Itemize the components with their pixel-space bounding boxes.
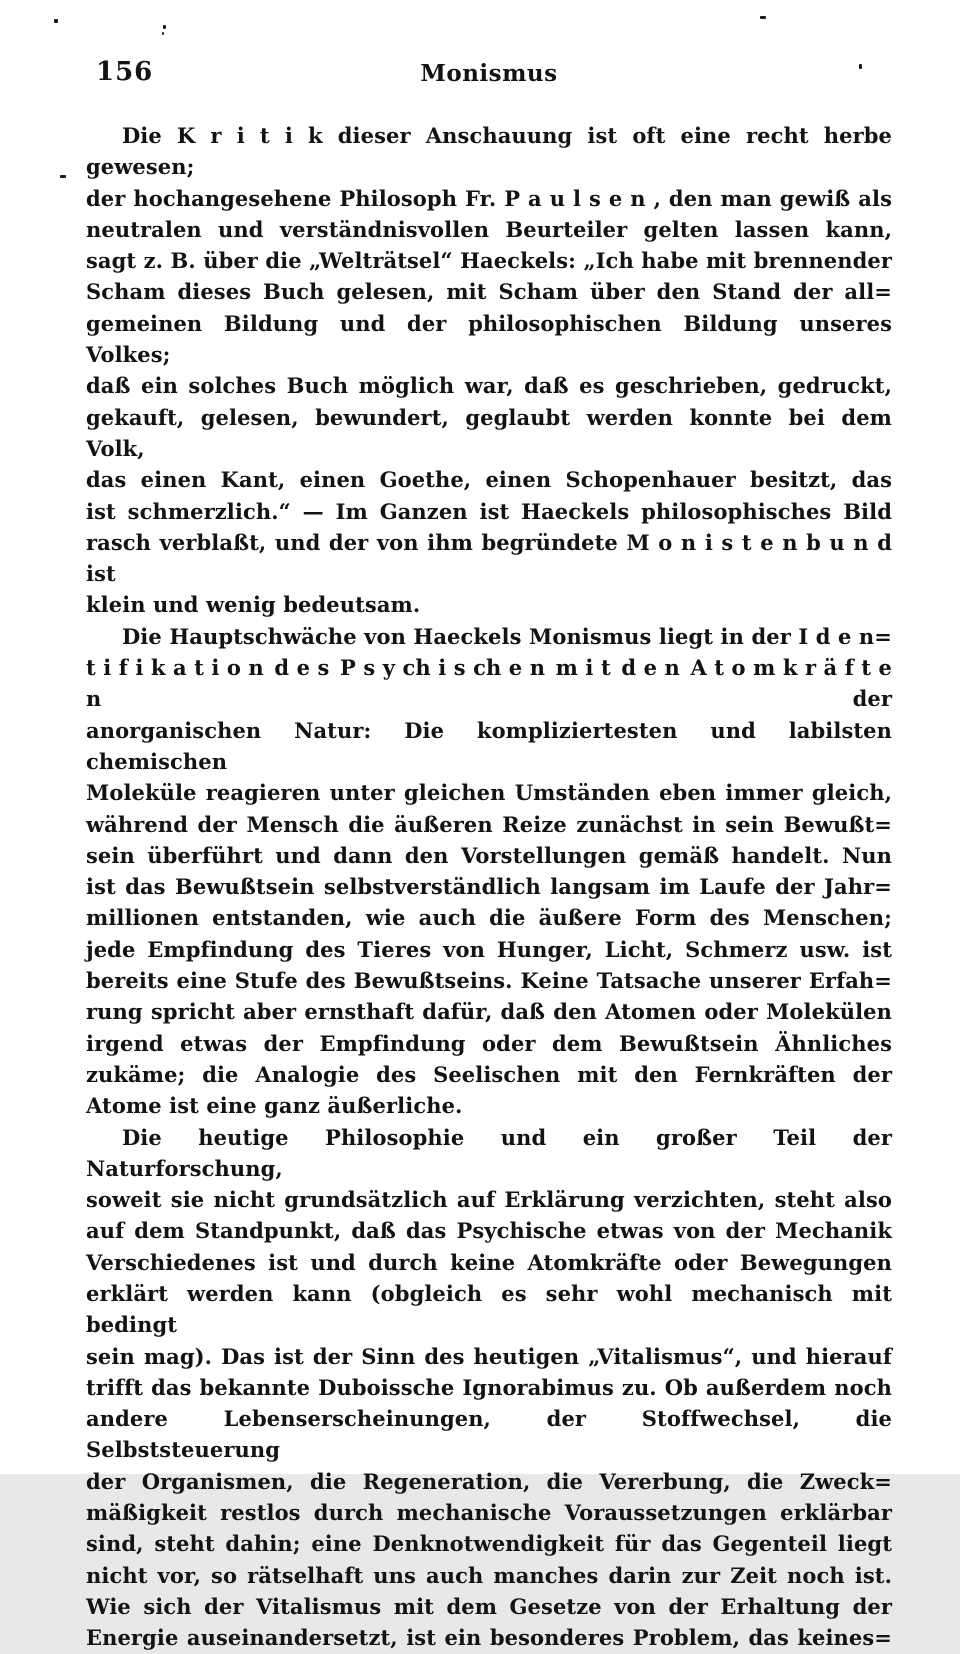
text-line: auf dem Standpunkt, daß das Psychische etwas von der Mechanik — [86, 1218, 892, 1244]
text-line: sein überführt und dann den Vorstellungen gemäß handelt. Nun — [86, 842, 892, 868]
text-line: ist das Bewußtsein selbstverständlich langsam im Laufe der Jahr= — [86, 874, 892, 900]
running-title: Monismus — [420, 60, 558, 87]
text-line: Atome ist eine ganz äußerliche. — [86, 1093, 463, 1119]
text-line: der Organismen, die Regeneration, die Vererbung, die Zweck= — [86, 1468, 892, 1494]
text-line: daß ein solches Buch möglich war, daß es geschrieben, gedruckt, — [86, 373, 892, 399]
text-line: andere Lebenserscheinungen, der Stoffwechsel, die Selbststeuerung — [86, 1406, 892, 1463]
page-body — [86, 120, 892, 1654]
page-number: 156 — [96, 57, 154, 87]
text-line: jede Empfindung des Tieres von Hunger, Licht, Schmerz usw. ist — [86, 936, 892, 962]
scan-artifact — [163, 25, 166, 29]
scan-artifact — [859, 64, 862, 69]
text-line: das einen Kant, einen Goethe, einen Schopenhauer besitzt, das — [86, 467, 892, 493]
text-line: Verschiedenes ist und durch keine Atomkräfte oder Bewegungen — [86, 1249, 892, 1275]
text-line: nicht vor, so rätselhaft uns auch manches darin zur Zeit noch ist. — [86, 1562, 892, 1588]
text-line: soweit sie nicht grundsätzlich auf Erklärung verzichten, steht also — [86, 1187, 892, 1213]
scan-artifact — [54, 19, 58, 23]
text-line: mäßigkeit restlos durch mechanische Voraussetzungen erklärbar — [86, 1500, 892, 1526]
text-line: sein mag). Das ist der Sinn des heutigen „Vitalismus“, und hierauf — [86, 1343, 892, 1369]
text-line: Die Hauptschwäche von Haeckels Monismus liegt in der I d e n= — [122, 623, 892, 649]
text-line: Moleküle reagieren unter gleichen Umständen eben immer gleich, — [86, 780, 892, 806]
text-line: neutralen und verständnisvollen Beurteiler gelten lassen kann, — [86, 216, 892, 242]
text-line: t i f i k a t i o n d e s P s y ch i s ch e n m i t d e n A t o m k r ä f t e n der — [86, 655, 892, 712]
scan-artifact — [760, 16, 766, 19]
text-line: bereits eine Stufe des Bewußtseins. Keine Tatsache unserer Erfah= — [86, 968, 892, 994]
scan-artifact — [162, 32, 164, 35]
text-line: ist schmerzlich.“ — Im Ganzen ist Haeckels philosophisches Bild — [86, 498, 892, 524]
paragraph — [86, 621, 892, 1122]
text-line: klein und wenig bedeutsam. — [86, 592, 421, 618]
text-line: erklärt werden kann (obgleich es sehr wohl mechanisch mit bedingt — [86, 1280, 892, 1338]
text-line: irgend etwas der Empfindung oder dem Bewußtsein Ähnliches — [86, 1030, 892, 1056]
text-line: Die K r i t i k dieser Anschauung ist oft eine recht herbe gewesen; — [86, 123, 892, 180]
text-line: rasch verblaßt, und der von ihm begründete M o n i s t e n b u n d ist — [86, 529, 892, 587]
text-line: trifft das bekannte Duboissche Ignorabimus zu. Ob außerdem noch — [86, 1374, 892, 1400]
text-line: zukäme; die Analogie des Seelischen mit den Fernkräften der — [86, 1061, 892, 1087]
text-line: Energie auseinandersetzt, ist ein besonderes Problem, das keines= — [86, 1625, 892, 1651]
text-line: während der Mensch die äußeren Reize zunächst in sein Bewußt= — [86, 811, 892, 837]
paragraph — [86, 1122, 892, 1654]
text-line: sagt z. B. über die „Welträtsel“ Haeckels: „Ich habe mit brennender — [86, 248, 892, 274]
text-line: anorganischen Natur: Die kompliziertesten und labilsten chemischen — [86, 717, 892, 774]
text-line: sind, steht dahin; eine Denknotwendigkeit für das Gegenteil liegt — [86, 1531, 892, 1557]
text-line: der hochangesehene Philosoph Fr. P a u l s e n , den man gewiß als — [86, 185, 892, 211]
paragraph — [86, 120, 892, 621]
text-line: Die heutige Philosophie und ein großer Teil der Naturforschung, — [86, 1124, 892, 1181]
text-line: gemeinen Bildung und der philosophischen Bildung unseres Volkes; — [86, 310, 892, 368]
text-line: Wie sich der Vitalismus mit dem Gesetze von der Erhaltung der — [86, 1593, 892, 1619]
text-line: rung spricht aber ernsthaft dafür, daß den Atomen oder Molekülen — [86, 999, 892, 1025]
text-line: Scham dieses Buch gelesen, mit Scham über den Stand der all= — [86, 279, 892, 305]
scan-artifact — [60, 175, 66, 178]
text-line: millionen entstanden, wie auch die äußere Form des Menschen; — [86, 905, 892, 931]
text-line: gekauft, gelesen, bewundert, geglaubt werden konnte bei dem Volk, — [86, 404, 892, 461]
